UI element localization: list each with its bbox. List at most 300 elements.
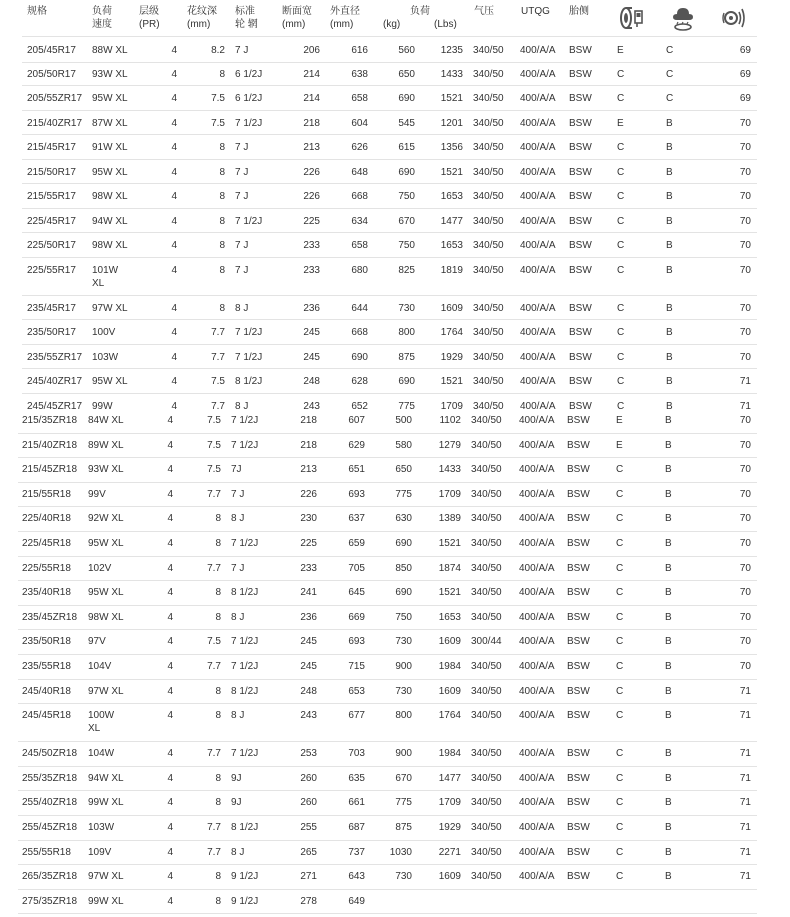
cell-pressure: 340/50 [473,166,504,178]
cell-fuel-rating: E [616,415,623,426]
cell-tread-depth: 7.5 [211,376,225,387]
cell-ply: 4 [167,587,173,599]
cell-outer-diameter: 607 [348,415,365,426]
cell-noise-db: 70 [739,240,751,251]
cell-rim: 8 J [231,846,245,858]
cell-utqg: 400/A/A [519,464,555,476]
cell-load-kg: 670 [398,215,415,227]
table-row [22,159,757,185]
cell-wet-rating: B [665,464,672,476]
cell-noise-db: 71 [739,822,751,833]
cell-load-speed: 89W XL [88,439,124,451]
table-row [22,134,757,160]
cell-load-lbs: 1521 [438,587,461,599]
cell-rim: 9J [231,772,242,784]
cell-fuel-rating: C [616,797,624,809]
cell-tread-depth: 7.7 [211,351,225,363]
cell-sidewall: BSW [569,142,592,153]
cell-ply: 4 [167,562,173,574]
cell-tread-depth: 8 [219,240,225,251]
cell-spec: 215/50R17 [27,166,76,178]
cell-spec: 255/35ZR18 [22,772,78,784]
cell-spec: 215/45ZR18 [22,464,78,476]
cell-tread-depth: 8 [219,142,225,153]
cell-tread-depth: 8 [219,68,225,80]
table-row [22,61,757,87]
cell-load-speed: 97W XL [88,871,124,883]
cell-rim: 7 J [231,562,245,574]
table-row [18,766,757,792]
cell-wet-rating: B [666,400,673,412]
cell-load-lbs: 1477 [438,772,461,784]
cell-load-kg: 730 [395,636,412,648]
cell-fuel-rating: C [616,772,624,784]
cell-outer-diameter: 659 [348,538,365,549]
table-row [18,815,757,841]
header-load: 负荷 [410,6,430,17]
cell-fuel-rating: C [617,215,625,227]
cell-load-kg: 900 [395,661,412,672]
cell-load-kg: 615 [398,142,415,153]
cell-load-speed: 98W XL [92,191,128,202]
cell-utqg: 400/A/A [519,772,555,784]
cell-rim: 8 J [231,513,245,525]
cell-utqg: 400/A/A [520,142,556,153]
cell-sidewall: BSW [567,710,590,722]
cell-ply: 4 [167,846,173,858]
cell-tread-depth: 7.7 [207,562,221,574]
cell-sidewall: BSW [569,302,592,314]
cell-pressure: 300/44 [471,636,502,648]
cell-load-lbs: 1984 [438,661,461,672]
cell-noise-db: 70 [739,302,751,314]
cell-section-width: 225 [300,538,317,549]
table-row [18,790,757,816]
cell-spec: 265/35ZR18 [22,871,78,883]
header-load-speed: 负荷 速度 [92,6,112,30]
cell-tread-depth: 8 [215,513,221,525]
cell-wet-rating: B [666,376,673,387]
cell-tread-depth: 8 [215,587,221,599]
cell-ply: 4 [171,68,177,80]
table-row [18,506,757,532]
cell-section-width: 253 [300,748,317,760]
cell-spec: 205/45R17 [27,45,76,56]
cell-load-kg: 1030 [389,846,412,858]
cell-wet-rating: B [665,611,672,623]
cell-noise-db: 69 [739,45,751,56]
cell-pressure: 340/50 [471,464,502,476]
cell-spec: 225/45R17 [27,215,76,227]
cell-load-kg: 730 [398,302,415,314]
header-load-lbs: (Lbs) [434,19,457,30]
cell-tread-depth: 8 [215,710,221,722]
cell-pressure: 340/50 [471,415,502,426]
table-row [18,556,757,582]
cell-noise-db: 70 [739,415,751,426]
cell-ply: 4 [167,797,173,809]
cell-rim: 8 J [235,400,249,412]
cell-outer-diameter: 604 [351,117,368,129]
cell-utqg: 400/A/A [520,191,556,202]
cell-spec: 275/35ZR18 [22,895,78,907]
cell-load-speed: 99V [88,488,106,500]
cell-pressure: 340/50 [471,661,502,672]
cell-sidewall: BSW [567,871,590,883]
cell-outer-diameter: 628 [351,376,368,387]
cell-fuel-rating: C [616,587,624,599]
cell-pressure: 340/50 [471,772,502,784]
header-sidewall: 胎侧 [569,6,589,17]
cell-load-speed: 94W XL [88,772,124,784]
cell-pressure: 340/50 [473,191,504,202]
cell-sidewall: BSW [569,93,592,104]
cell-load-lbs: 1521 [440,376,463,387]
cell-utqg: 400/A/A [520,351,556,363]
cell-tread-depth: 8 [219,166,225,178]
cell-section-width: 265 [300,846,317,858]
cell-load-speed: 92W XL [88,513,124,525]
fuel-efficiency-icon [617,4,645,32]
cell-pressure: 340/50 [471,748,502,760]
cell-spec: 215/55R18 [22,488,71,500]
table-row [22,110,757,136]
cell-load-kg: 690 [398,166,415,178]
cell-ply: 4 [167,748,173,760]
cell-spec: 245/45ZR17 [27,400,83,412]
cell-load-lbs: 1521 [438,538,461,549]
cell-section-width: 260 [300,772,317,784]
cell-tread-depth: 8 [215,797,221,809]
cell-load-speed: 94W XL [92,215,128,227]
cell-pressure: 340/50 [473,264,504,276]
cell-load-lbs: 1477 [440,215,463,227]
cell-sidewall: BSW [567,797,590,809]
cell-load-kg: 730 [395,685,412,697]
header-tread-depth: 花纹深 (mm) [187,6,217,30]
cell-load-lbs: 1102 [439,415,461,426]
cell-sidewall: BSW [569,351,592,363]
cell-wet-rating: B [666,327,673,338]
cell-noise-db: 70 [739,439,751,451]
cell-ply: 4 [167,488,173,500]
table-row [22,319,757,345]
cell-utqg: 400/A/A [519,871,555,883]
cell-sidewall: BSW [567,488,590,500]
cell-load-speed: 104W [88,748,115,760]
cell-sidewall: BSW [569,191,592,202]
cell-load-kg: 500 [395,415,412,426]
cell-pressure: 340/50 [471,797,502,809]
cell-load-kg: 775 [395,797,412,809]
cell-fuel-rating: C [616,538,624,549]
cell-ply: 4 [167,636,173,648]
table-row [22,344,757,370]
cell-outer-diameter: 616 [351,45,368,56]
cell-utqg: 400/A/A [519,710,555,722]
cell-pressure: 340/50 [471,822,502,833]
cell-load-lbs: 1709 [440,400,463,412]
cell-section-width: 241 [300,587,317,599]
cell-sidewall: BSW [569,166,592,178]
cell-fuel-rating: C [616,710,624,722]
cell-sidewall: BSW [567,439,590,451]
cell-rim: 7 1/2J [235,351,263,363]
cell-wet-rating: B [666,215,673,227]
cell-rim: 8 1/2J [231,685,259,697]
cell-spec: 215/45R17 [27,142,76,153]
cell-tread-depth: 8 [219,215,225,227]
cell-pressure: 340/50 [473,327,504,338]
cell-load-kg: 775 [395,488,412,500]
cell-tread-depth: 7.5 [211,117,225,129]
cell-utqg: 400/A/A [520,68,556,80]
cell-sidewall: BSW [567,562,590,574]
cell-spec: 245/45R18 [22,710,71,722]
cell-noise-db: 70 [739,191,751,202]
cell-outer-diameter: 669 [348,611,365,623]
cell-load-speed: 97W XL [92,302,128,314]
cell-fuel-rating: C [616,846,624,858]
cell-utqg: 400/A/A [519,636,555,648]
cell-wet-rating: B [665,538,672,549]
cell-noise-db: 70 [739,538,751,549]
cell-rim: 7 1/2J [231,415,259,426]
cell-load-kg: 690 [395,538,412,549]
cell-wet-rating: B [665,871,672,883]
cell-load-speed: 87W XL [92,117,128,129]
cell-outer-diameter: 668 [351,327,368,338]
cell-fuel-rating: C [616,513,624,525]
cell-ply: 4 [167,513,173,525]
cell-wet-rating: B [665,748,672,760]
cell-load-lbs: 1764 [440,327,463,338]
cell-fuel-rating: C [616,871,624,883]
cell-tread-depth: 7.7 [207,748,221,760]
cell-noise-db: 70 [739,587,751,599]
cell-utqg: 400/A/A [519,822,555,833]
cell-load-speed: 99W [92,400,113,412]
cell-ply: 4 [171,93,177,104]
cell-tread-depth: 8 [215,772,221,784]
cell-utqg: 400/A/A [519,685,555,697]
cell-fuel-rating: C [617,400,625,412]
cell-utqg: 400/A/A [520,215,556,227]
cell-tread-depth: 8 [219,302,225,314]
cell-noise-db: 71 [739,846,751,858]
cell-utqg: 400/A/A [520,117,556,129]
cell-pressure: 340/50 [471,685,502,697]
cell-fuel-rating: C [616,685,624,697]
cell-ply: 4 [167,871,173,883]
cell-spec: 245/40ZR17 [27,376,83,387]
cell-load-kg: 560 [398,45,415,56]
cell-outer-diameter: 677 [348,710,365,722]
cell-tread-depth: 7.7 [207,488,221,500]
cell-tread-depth: 8 [215,871,221,883]
cell-outer-diameter: 629 [348,439,365,451]
cell-utqg: 400/A/A [519,748,555,760]
cell-ply: 4 [167,439,173,451]
cell-noise-db: 71 [739,376,751,387]
cell-ply: 4 [167,685,173,697]
table-row [18,864,757,890]
cell-ply: 4 [171,142,177,153]
cell-spec: 235/45ZR18 [22,611,78,623]
cell-section-width: 226 [300,488,317,500]
cell-noise-db: 70 [739,636,751,648]
cell-tread-depth: 8 [215,538,221,549]
cell-section-width: 206 [303,45,320,56]
cell-utqg: 400/A/A [519,513,555,525]
cell-section-width: 214 [303,68,320,80]
cell-outer-diameter: 637 [348,513,365,525]
cell-load-kg: 650 [395,464,412,476]
table-row [18,531,757,557]
cell-fuel-rating: C [617,68,625,80]
cell-load-kg: 875 [395,822,412,833]
cell-rim: 8 J [231,710,245,722]
table-row [18,741,757,767]
cell-section-width: 233 [300,562,317,574]
table-row [18,433,757,459]
cell-outer-diameter: 715 [348,661,365,672]
cell-load-kg: 750 [395,611,412,623]
cell-section-width: 225 [303,215,320,227]
cell-fuel-rating: C [616,611,624,623]
cell-spec: 225/50R17 [27,240,76,251]
cell-outer-diameter: 644 [351,302,368,314]
cell-noise-db: 70 [739,215,751,227]
cell-sidewall: BSW [569,240,592,251]
cell-outer-diameter: 653 [348,685,365,697]
cell-load-lbs: 1279 [438,439,461,451]
cell-pressure: 340/50 [473,93,504,104]
cell-outer-diameter: 690 [351,351,368,363]
cell-fuel-rating: C [616,464,624,476]
cell-load-kg: 800 [395,710,412,722]
cell-noise-db: 71 [739,400,751,412]
cell-rim: 7 J [235,142,249,153]
cell-spec: 225/40R18 [22,513,71,525]
cell-ply: 4 [171,166,177,178]
cell-load-speed: 103W [88,822,115,833]
cell-outer-diameter: 737 [348,846,365,858]
cell-noise-db: 70 [739,661,751,672]
cell-tread-depth: 7.5 [207,439,221,451]
table-row [18,889,757,915]
cell-spec: 235/55R18 [22,661,71,672]
cell-noise-db: 70 [739,464,751,476]
table-row [18,679,757,705]
cell-rim: 9 1/2J [231,871,259,883]
cell-sidewall: BSW [569,117,592,129]
table-row [22,295,757,321]
cell-wet-rating: B [665,772,672,784]
cell-ply: 4 [167,772,173,784]
cell-noise-db: 70 [739,513,751,525]
cell-load-speed: 95W XL [88,587,124,599]
cell-spec: 225/45R18 [22,538,71,549]
cell-utqg: 400/A/A [519,439,555,451]
cell-tread-depth: 7.7 [211,327,225,338]
cell-noise-db: 70 [739,166,751,178]
cell-sidewall: BSW [567,464,590,476]
cell-wet-rating: C [666,68,674,80]
cell-fuel-rating: E [616,439,623,451]
cell-tread-depth: 7.7 [207,822,221,833]
cell-ply: 4 [167,415,173,426]
cell-ply: 4 [171,215,177,227]
cell-load-lbs: 1609 [438,871,461,883]
cell-sidewall: BSW [567,685,590,697]
table-row [18,605,757,631]
cell-noise-db: 70 [739,488,751,500]
cell-fuel-rating: C [616,822,624,833]
cell-load-kg: 545 [398,117,415,129]
cell-ply: 4 [171,45,177,56]
cell-outer-diameter: 668 [351,191,368,202]
cell-utqg: 400/A/A [520,376,556,387]
cell-ply: 4 [171,191,177,202]
cell-sidewall: BSW [569,376,592,387]
cell-rim: 8 J [235,302,249,314]
cell-load-kg: 825 [398,264,415,276]
cell-tread-depth: 7.5 [211,93,225,104]
cell-outer-diameter: 680 [351,264,368,276]
cell-fuel-rating: C [617,142,625,153]
cell-sidewall: BSW [569,45,592,56]
cell-sidewall: BSW [569,68,592,80]
cell-load-speed: 88W XL [92,45,128,56]
cell-rim: 7 1/2J [235,327,263,338]
header-ply: 层级 (PR) [139,6,160,30]
cell-section-width: 213 [300,464,317,476]
cell-load-lbs: 1235 [440,45,463,56]
cell-load-speed: 95W XL [92,376,128,387]
cell-utqg: 400/A/A [519,415,555,426]
cell-load-kg: 850 [395,562,412,574]
cell-ply: 4 [167,661,173,672]
cell-load-lbs: 1929 [440,351,463,363]
cell-utqg: 400/A/A [519,797,555,809]
cell-load-kg: 875 [398,351,415,363]
cell-pressure: 340/50 [471,538,502,549]
cell-wet-rating: B [666,302,673,314]
cell-load-kg: 630 [395,513,412,525]
cell-noise-db: 70 [739,142,751,153]
cell-sidewall: BSW [567,636,590,648]
cell-wet-rating: C [666,45,674,56]
table-header [0,0,790,38]
cell-pressure: 340/50 [473,45,504,56]
cell-spec: 215/35ZR18 [22,415,78,426]
cell-section-width: 245 [300,661,317,672]
cell-wet-rating: B [666,117,673,129]
cell-sidewall: BSW [569,400,592,412]
cell-tread-depth: 7.5 [207,415,221,426]
cell-spec: 235/45R17 [27,302,76,314]
cell-load-kg: 730 [395,871,412,883]
cell-load-speed: 102V [88,562,112,574]
cell-utqg: 400/A/A [520,93,556,104]
cell-pressure: 340/50 [471,513,502,525]
cell-ply: 4 [171,376,177,387]
cell-pressure: 340/50 [473,400,504,412]
cell-load-speed: 101W XL [92,264,119,289]
cell-load-lbs: 1389 [438,513,461,525]
cell-wet-rating: B [666,240,673,251]
